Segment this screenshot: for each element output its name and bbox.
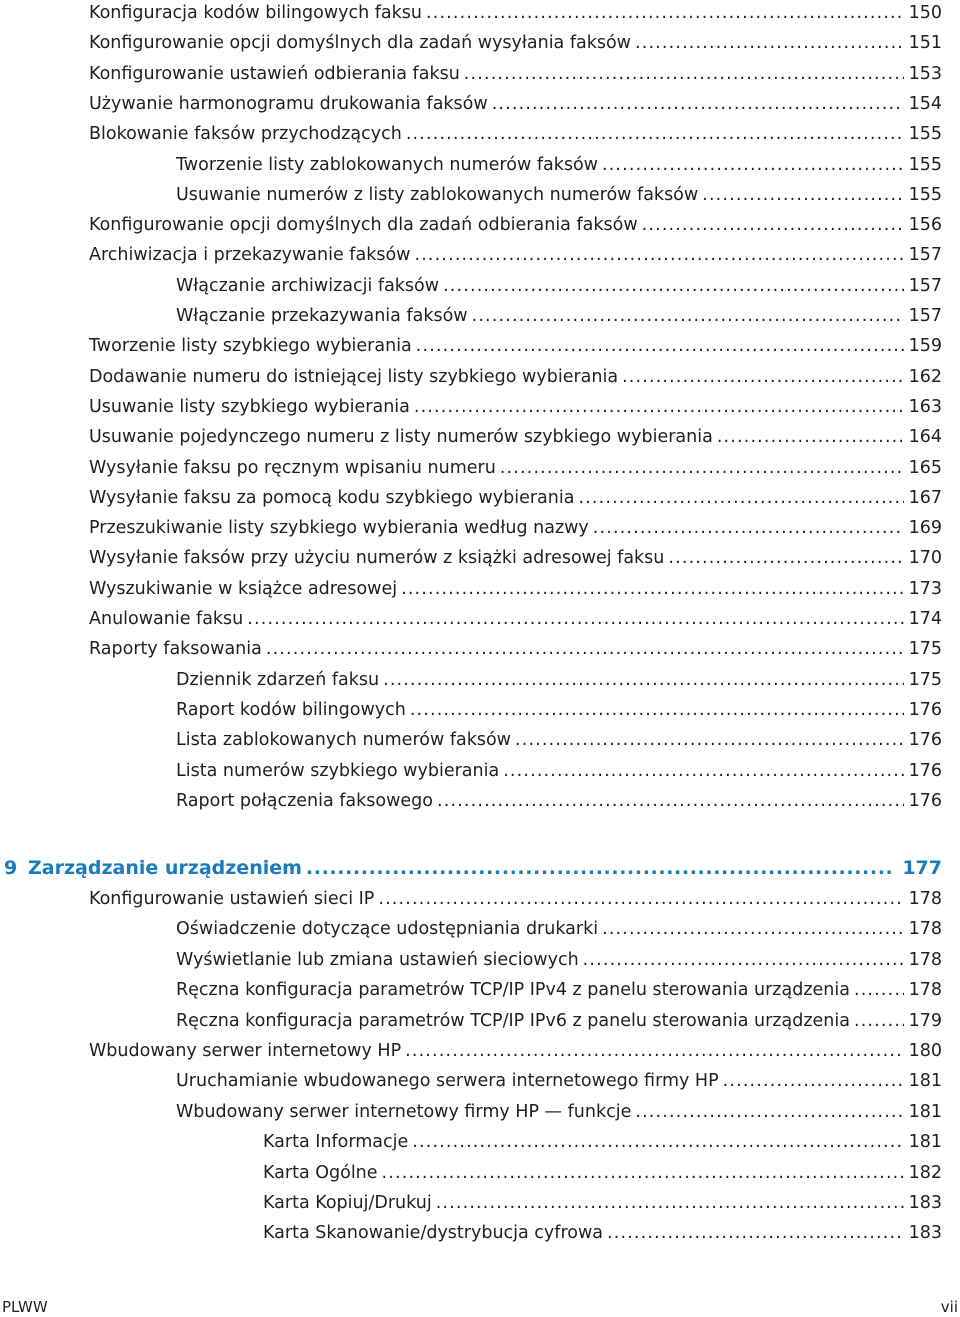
toc-entry[interactable]	[89, 61, 942, 87]
toc-entry-page-number: 176	[908, 730, 942, 751]
toc-entry[interactable]	[89, 886, 942, 912]
toc-entry-page-number: 155	[908, 124, 942, 145]
toc-entry-title: Używanie harmonogramu drukowania faksów	[89, 93, 488, 114]
toc-entry[interactable]	[89, 485, 942, 511]
toc-entry-page-number: 155	[908, 154, 942, 175]
toc-entry-page-number: 178	[908, 919, 942, 940]
toc-entry[interactable]	[89, 0, 942, 26]
toc-entry-page-number: 181	[908, 1132, 942, 1153]
dot-leader	[436, 1190, 904, 1216]
toc-entry[interactable]	[176, 697, 942, 723]
toc-entry-page-number: 180	[908, 1041, 942, 1061]
toc-entry-page-number: 173	[908, 578, 942, 599]
toc-entry-title: Karta Skanowanie/dystrybucja cyfrowa	[263, 1223, 604, 1244]
toc-entry[interactable]	[176, 667, 942, 693]
dot-leader	[854, 977, 904, 1003]
toc-entry-title: Tworzenie listy zablokowanych numerów faksów	[176, 154, 598, 175]
toc-entry-title: Raporty faksowania	[89, 639, 262, 660]
toc-entry-page-number: 176	[908, 699, 942, 720]
toc-entry-page-number: 181	[908, 1071, 942, 1092]
toc-entry-title: Konfigurowanie ustawień odbierania faksu	[89, 63, 460, 84]
toc-entry-title: Lista zablokowanych numerów faksów	[176, 730, 511, 751]
toc-entry-page-number: 182	[908, 1162, 942, 1183]
dot-leader	[492, 91, 904, 117]
toc-entry-page-number: 159	[908, 336, 942, 357]
toc-entry-title: Konfiguracja kodów bilingowych faksu	[89, 3, 422, 23]
toc-entry[interactable]	[89, 364, 942, 390]
dot-leader	[668, 545, 904, 571]
toc-entry[interactable]	[89, 212, 942, 238]
toc-entry-title: Wysyłanie faksu po ręcznym wpisaniu numeru	[89, 457, 496, 478]
toc-entry[interactable]	[176, 947, 942, 973]
dot-leader	[503, 758, 904, 784]
dot-leader	[382, 1160, 904, 1186]
toc-entry-title: Usuwanie numerów z listy zablokowanych numerów faksów	[176, 184, 699, 205]
toc-entry-title: Tworzenie listy szybkiego wybierania	[89, 336, 412, 357]
toc-entry-title: Wbudowany serwer internetowy HP	[89, 1041, 402, 1061]
toc-entry-page-number: 157	[908, 306, 942, 326]
toc-entry[interactable]	[89, 1038, 942, 1064]
toc-entry-title: Raport połączenia faksowego	[176, 790, 433, 811]
toc-entry-page-number: 157	[908, 275, 942, 296]
toc-entry-page-number: 170	[908, 548, 942, 569]
chapter-number: 9	[4, 857, 18, 879]
toc-entry-page-number: 178	[908, 949, 942, 970]
dot-leader	[702, 182, 904, 208]
toc-entry[interactable]	[89, 545, 942, 571]
toc-entry-page-number: 153	[908, 63, 942, 84]
toc-entry-page-number: 175	[908, 669, 942, 690]
toc-entry-page-number: 176	[908, 790, 942, 811]
toc-entry-title: Anulowanie faksu	[89, 609, 244, 629]
toc-entry[interactable]	[176, 303, 942, 329]
toc-entry-page-number: 155	[908, 184, 942, 205]
toc-entry-title: Dziennik zdarzeń faksu	[176, 669, 380, 690]
dot-leader	[622, 364, 904, 390]
dot-leader	[515, 727, 904, 753]
dot-leader	[378, 886, 904, 912]
toc-entry-page-number: 183	[908, 1193, 942, 1213]
dot-leader	[247, 606, 904, 632]
dot-leader	[472, 303, 904, 329]
toc-entry-page-number: 174	[908, 609, 942, 629]
toc-entry-title: Uruchamianie wbudowanego serwera internetowego firmy HP	[176, 1071, 719, 1092]
toc-entry-page-number: 151	[908, 33, 942, 54]
dot-leader	[500, 455, 904, 481]
toc-entry[interactable]	[176, 1099, 942, 1125]
dot-leader	[416, 333, 904, 359]
toc-entry-title: Ręczna konfiguracja parametrów TCP/IP IPv4 z panelu sterowania urządzenia	[176, 980, 850, 1001]
toc-entry[interactable]	[89, 515, 942, 541]
dot-leader	[405, 1038, 904, 1064]
toc-entry-title: Karta Kopiuj/Drukuj	[263, 1193, 432, 1213]
dot-leader	[383, 667, 904, 693]
toc-entry[interactable]	[263, 1129, 942, 1155]
toc-entry[interactable]	[263, 1220, 942, 1246]
toc-entry-title: Konfigurowanie opcji domyślnych dla zadań odbierania faksów	[89, 215, 638, 236]
toc-entry[interactable]	[89, 242, 942, 268]
toc-entry-page-number: 167	[908, 487, 942, 508]
footer-left-label: PLWW	[2, 1298, 48, 1316]
toc-entry-page-number: 154	[908, 93, 942, 114]
chapter-page-number: 177	[902, 857, 942, 879]
toc-entry-title: Ręczna konfiguracja parametrów TCP/IP IPv6 z panelu sterowania urządzenia	[176, 1010, 850, 1031]
dot-leader	[635, 30, 904, 56]
dot-leader	[266, 636, 904, 662]
toc-entry-title: Włączanie przekazywania faksów	[176, 306, 468, 326]
dot-leader	[406, 121, 904, 147]
toc-entry-page-number: 181	[908, 1101, 942, 1122]
dot-leader	[723, 1068, 904, 1094]
toc-entry[interactable]	[89, 333, 942, 359]
dot-leader	[437, 788, 904, 814]
toc-entry[interactable]	[176, 182, 942, 208]
dot-leader	[412, 1129, 904, 1155]
toc-entry-title: Karta Ogólne	[263, 1162, 378, 1183]
toc-entry[interactable]	[89, 424, 942, 450]
toc-entry-page-number: 175	[908, 639, 942, 660]
toc-entry[interactable]	[89, 394, 942, 420]
toc-entry-page-number: 176	[908, 760, 942, 781]
dot-leader	[401, 576, 904, 602]
toc-entry-page-number: 179	[908, 1010, 942, 1031]
toc-entry[interactable]	[176, 1068, 942, 1094]
toc-entry-page-number: 183	[908, 1223, 942, 1244]
toc-entry-title: Oświadczenie dotyczące udostępniania drukarki	[176, 919, 599, 940]
toc-entry-page-number: 178	[908, 889, 942, 909]
toc-entry[interactable]	[89, 91, 942, 117]
toc-entry-title: Wysyłanie faksu za pomocą kodu szybkiego wybierania	[89, 487, 575, 508]
toc-entry[interactable]	[89, 121, 942, 147]
toc-entry-page-number: 178	[908, 980, 942, 1001]
toc-entry-page-number: 157	[908, 245, 942, 266]
toc-entry-title: Raport kodów bilingowych	[176, 699, 406, 720]
toc-entry-page-number: 156	[908, 215, 942, 236]
toc-entry[interactable]	[176, 758, 942, 784]
toc-entry[interactable]	[176, 788, 942, 814]
toc-entry-title: Lista numerów szybkiego wybierania	[176, 760, 500, 781]
dot-leader	[602, 916, 904, 942]
toc-entry[interactable]	[176, 916, 942, 942]
chapter-title: Zarządzanie urządzeniem	[28, 857, 302, 879]
dot-leader	[583, 947, 904, 973]
toc-entry[interactable]	[263, 1190, 942, 1216]
toc-entry-title: Blokowanie faksów przychodzących	[89, 124, 402, 145]
toc-entry[interactable]	[176, 977, 942, 1003]
toc-entry-page-number: 164	[908, 427, 942, 448]
toc-entry-title: Dodawanie numeru do istniejącej listy szybkiego wybierania	[89, 366, 619, 387]
toc-entry-page-number: 150	[908, 3, 942, 23]
toc-entry-title: Wyświetlanie lub zmiana ustawień sieciowych	[176, 949, 579, 970]
toc-entry-title: Wyszukiwanie w książce adresowej	[89, 578, 398, 599]
toc-entry-title: Usuwanie listy szybkiego wybierania	[89, 396, 410, 417]
dot-leader	[635, 1099, 904, 1125]
toc-entry-title: Usuwanie pojedynczego numeru z listy numerów szybkiego wybierania	[89, 427, 713, 448]
toc-entry[interactable]	[176, 1008, 942, 1034]
toc-entry-title: Konfigurowanie ustawień sieci IP	[89, 889, 375, 909]
toc-entry[interactable]	[176, 727, 942, 753]
toc-entry-page-number: 162	[908, 366, 942, 387]
dot-leader	[410, 697, 904, 723]
toc-entry-title: Archiwizacja i przekazywanie faksów	[89, 245, 411, 266]
dot-leader	[414, 394, 904, 420]
dot-leader	[443, 273, 904, 299]
toc-entry-title: Włączanie archiwizacji faksów	[176, 275, 440, 296]
footer-page-number: vii	[940, 1298, 958, 1316]
toc-entry[interactable]	[176, 273, 942, 299]
toc-entry[interactable]	[89, 606, 942, 632]
dot-leader	[602, 152, 904, 178]
dot-leader	[854, 1008, 904, 1034]
toc-entry-page-number: 165	[908, 457, 942, 478]
dot-leader	[426, 0, 904, 26]
dot-leader	[593, 515, 904, 541]
toc-entry[interactable]	[89, 576, 942, 602]
toc-entry-title: Wysyłanie faksów przy użyciu numerów z książki adresowej faksu	[89, 548, 665, 569]
dot-leader	[642, 212, 904, 238]
dot-leader	[306, 853, 892, 883]
toc-entry[interactable]	[176, 152, 942, 178]
toc-entry-title: Wbudowany serwer internetowy firmy HP — funkcje	[176, 1101, 632, 1122]
toc-entry-page-number: 163	[908, 396, 942, 417]
dot-leader	[607, 1220, 904, 1246]
toc-entry[interactable]	[263, 1160, 942, 1186]
toc-entry-title: Przeszukiwanie listy szybkiego wybierania według nazwy	[89, 518, 589, 539]
dot-leader	[464, 61, 904, 87]
toc-entry-page-number: 169	[908, 518, 942, 539]
toc-entry[interactable]	[89, 636, 942, 662]
dot-leader	[578, 485, 904, 511]
toc-entry-title: Konfigurowanie opcji domyślnych dla zadań wysyłania faksów	[89, 33, 631, 54]
dot-leader	[717, 424, 904, 450]
chapter-heading[interactable]	[4, 853, 942, 883]
toc-entry[interactable]	[89, 30, 942, 56]
toc-entry-title: Karta Informacje	[263, 1132, 409, 1153]
toc-entry[interactable]	[89, 455, 942, 481]
dot-leader	[414, 242, 904, 268]
